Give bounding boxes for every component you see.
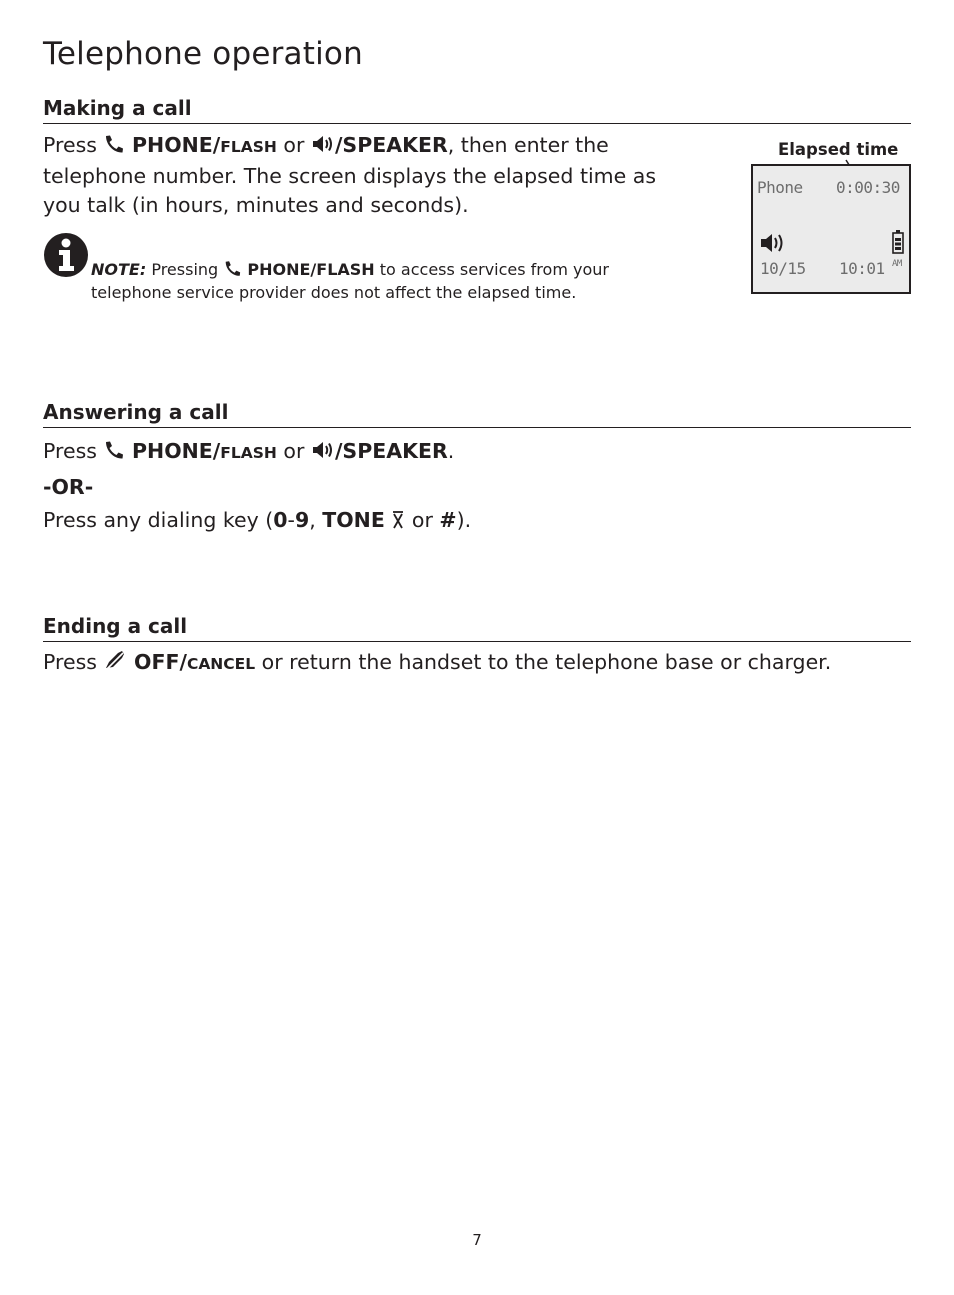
making-call-line-3: you talk (in hours, minutes and seconds). [43,193,469,217]
answering-call-instructions [43,435,903,538]
handset-display [751,164,911,294]
answering-call-line-1: Press PHONE/FLASH or /SPEAKER. [43,439,455,463]
page-number: 7 [472,1231,482,1249]
info-icon [43,232,89,278]
or-separator: -OR- [43,474,94,499]
display-clock: 10:01 [839,259,885,278]
making-call-heading: Making a call [43,96,911,124]
display-ampm: AM [892,259,902,269]
display-date: 10/15 [760,259,806,278]
note-text: NOTE: Pressing PHONE/FLASH to access services from your telephone service provider does not affect the elapsed time. [91,260,609,302]
phone-icon [103,440,125,460]
tone-star-icon [391,509,405,529]
phone-icon [103,134,125,154]
ending-call-heading: Ending a call [43,614,911,642]
note-label: NOTE: [91,260,147,279]
phone-icon [223,260,242,277]
elapsed-time-caption: Elapsed time [778,140,899,159]
answering-call-heading: Answering a call [43,400,911,428]
display-mode: Phone [757,178,803,197]
battery-icon [892,230,904,254]
speaker-icon [311,134,335,154]
making-call-line-2: telephone number. The screen displays the elapsed time as [43,164,657,188]
making-call-instructions [43,131,713,220]
page-title: Telephone operation [43,36,363,72]
answering-call-line-3: Press any dialing key (0-9, TONE or #). [43,508,472,532]
display-elapsed-time: 0:00:30 [836,178,900,197]
ending-call-instructions: Press OFF/CANCEL or return the handset to the telephone base or charger. [43,650,832,674]
speaker-icon [759,232,787,254]
making-call-line-1: Press PHONE/FLASH or /SPEAKER, then enter the [43,133,609,157]
speaker-icon [311,440,335,460]
off-cancel-icon [103,649,127,671]
